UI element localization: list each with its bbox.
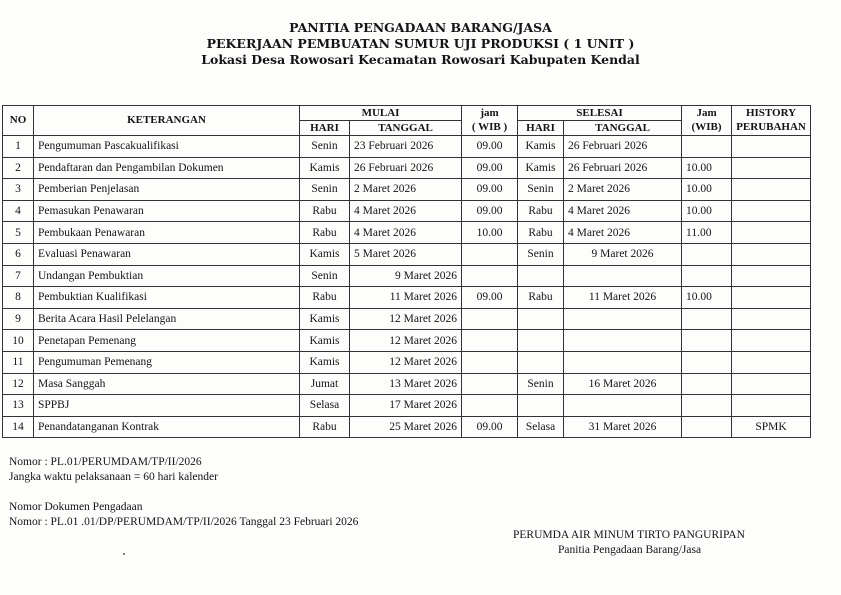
row-jam-selesai-cell: 10.00 (682, 157, 732, 179)
col-jam-header-top: jam (462, 106, 518, 121)
row-history-cell (732, 243, 811, 265)
row-jam-mulai-cell: 09.00 (462, 287, 518, 309)
document-title: PANITIA PENGADAAN BARANG/JASA (289, 20, 552, 35)
row-jam-selesai-cell (682, 416, 732, 438)
row-jam-selesai-cell (682, 308, 732, 330)
row-keterangan-cell: Penandatanganan Kontrak (34, 416, 300, 438)
location-line: Lokasi Desa Rowosari Kecamatan Rowosari Kabupaten Kendal (201, 52, 640, 67)
row-jam-selesai-cell: 10.00 (682, 287, 732, 309)
table-row (3, 243, 811, 265)
organization-name: PERUMDA AIR MINUM TIRTO PANGURIPAN (513, 529, 745, 541)
row-jam-mulai-cell: 09.00 (462, 200, 518, 222)
row-jam-selesai-cell: 11.00 (682, 222, 732, 244)
row-tanggal-mulai-cell: 11 Maret 2026 (350, 287, 462, 309)
row-tanggal-selesai-cell (564, 265, 682, 287)
table-row (3, 222, 811, 244)
row-tanggal-mulai-cell: 26 Februari 2026 (350, 157, 462, 179)
row-no-cell: 13 (3, 395, 34, 417)
row-keterangan-cell: Masa Sanggah (34, 373, 300, 395)
row-tanggal-selesai-cell: 26 Februari 2026 (564, 136, 682, 158)
col-selesai-header: SELESAI (518, 106, 682, 121)
row-no-cell: 3 (3, 179, 34, 201)
row-no-cell: 8 (3, 287, 34, 309)
row-hari-selesai-cell (518, 265, 564, 287)
table-row (3, 416, 811, 438)
row-history-cell (732, 308, 811, 330)
row-tanggal-mulai-cell: 12 Maret 2026 (350, 308, 462, 330)
row-keterangan-cell: Evaluasi Penawaran (34, 243, 300, 265)
row-tanggal-selesai-cell: 11 Maret 2026 (564, 287, 682, 309)
row-jam-selesai-cell (682, 330, 732, 352)
row-hari-mulai-cell: Kamis (300, 243, 350, 265)
row-jam-mulai-cell: 09.00 (462, 157, 518, 179)
row-hari-selesai-cell: Kamis (518, 157, 564, 179)
row-history-cell (732, 222, 811, 244)
row-jam-selesai-cell (682, 373, 732, 395)
row-tanggal-selesai-cell (564, 308, 682, 330)
row-jam-mulai-cell (462, 265, 518, 287)
row-keterangan-cell: Pengumuman Pascakualifikasi (34, 136, 300, 158)
row-history-cell (732, 330, 811, 352)
row-jam-mulai-cell (462, 351, 518, 373)
row-history-cell: SPMK (732, 416, 811, 438)
row-hari-mulai-cell: Selasa (300, 395, 350, 417)
row-no-cell: 7 (3, 265, 34, 287)
col-jam2-header-bottom: (WIB) (682, 121, 732, 136)
row-hari-mulai-cell: Senin (300, 136, 350, 158)
row-hari-selesai-cell (518, 308, 564, 330)
row-jam-mulai-cell (462, 243, 518, 265)
row-no-cell: 4 (3, 200, 34, 222)
row-no-cell: 2 (3, 157, 34, 179)
row-tanggal-selesai-cell: 16 Maret 2026 (564, 373, 682, 395)
row-tanggal-mulai-cell: 4 Maret 2026 (350, 200, 462, 222)
row-jam-mulai-cell: 10.00 (462, 222, 518, 244)
row-tanggal-mulai-cell: 12 Maret 2026 (350, 351, 462, 373)
row-jam-selesai-cell (682, 243, 732, 265)
row-keterangan-cell: Berita Acara Hasil Pelelangan (34, 308, 300, 330)
table-row (3, 200, 811, 222)
row-keterangan-cell: Pengumuman Pemenang (34, 351, 300, 373)
table-row (3, 308, 811, 330)
row-hari-mulai-cell: Rabu (300, 200, 350, 222)
row-tanggal-mulai-cell: 25 Maret 2026 (350, 416, 462, 438)
row-hari-mulai-cell: Senin (300, 265, 350, 287)
col-mulai-header: MULAI (300, 106, 462, 121)
row-tanggal-selesai-cell: 4 Maret 2026 (564, 200, 682, 222)
table-row (3, 179, 811, 201)
table-row (3, 287, 811, 309)
row-jam-mulai-cell (462, 373, 518, 395)
row-keterangan-cell: Pemberian Penjelasan (34, 179, 300, 201)
row-hari-selesai-cell: Senin (518, 179, 564, 201)
row-keterangan-cell: Pemasukan Penawaran (34, 200, 300, 222)
table-row (3, 136, 811, 158)
row-hari-selesai-cell: Senin (518, 373, 564, 395)
row-tanggal-selesai-cell (564, 395, 682, 417)
row-history-cell (732, 395, 811, 417)
nomor-line: Nomor : PL.01/PERUMDAM/TP/II/2026 (9, 456, 202, 468)
col-mulai-tanggal-header: TANGGAL (350, 121, 462, 136)
row-jam-selesai-cell (682, 395, 732, 417)
dokumen-label: Nomor Dokumen Pengadaan (9, 501, 143, 513)
row-hari-mulai-cell: Kamis (300, 351, 350, 373)
row-no-cell: 11 (3, 351, 34, 373)
row-history-cell (732, 179, 811, 201)
row-tanggal-selesai-cell (564, 351, 682, 373)
table-row (3, 351, 811, 373)
row-no-cell: 6 (3, 243, 34, 265)
row-hari-selesai-cell: Senin (518, 243, 564, 265)
row-hari-selesai-cell (518, 330, 564, 352)
col-history-header-bottom: PERUBAHAN (732, 121, 811, 136)
row-keterangan-cell: Undangan Pembuktian (34, 265, 300, 287)
row-keterangan-cell: Pembukaan Penawaran (34, 222, 300, 244)
row-tanggal-selesai-cell: 2 Maret 2026 (564, 179, 682, 201)
row-jam-selesai-cell (682, 351, 732, 373)
row-jam-mulai-cell (462, 308, 518, 330)
row-hari-mulai-cell: Kamis (300, 330, 350, 352)
row-history-cell (732, 287, 811, 309)
scan-speck (123, 553, 125, 555)
row-hari-selesai-cell: Kamis (518, 136, 564, 158)
row-history-cell (732, 157, 811, 179)
row-jam-mulai-cell (462, 330, 518, 352)
row-keterangan-cell: SPPBJ (34, 395, 300, 417)
col-selesai-tanggal-header: TANGGAL (564, 121, 682, 136)
schedule-table (2, 105, 811, 438)
row-keterangan-cell: Pembuktian Kualifikasi (34, 287, 300, 309)
row-no-cell: 5 (3, 222, 34, 244)
row-hari-selesai-cell: Rabu (518, 287, 564, 309)
col-jam2-header-top: Jam (682, 106, 732, 121)
row-no-cell: 14 (3, 416, 34, 438)
row-hari-selesai-cell (518, 395, 564, 417)
row-jam-selesai-cell: 10.00 (682, 200, 732, 222)
row-hari-selesai-cell (518, 351, 564, 373)
row-history-cell (732, 200, 811, 222)
jangka-waktu-line: Jangka waktu pelaksanaan = 60 hari kalender (9, 471, 218, 483)
row-tanggal-mulai-cell: 23 Februari 2026 (350, 136, 462, 158)
row-tanggal-mulai-cell: 12 Maret 2026 (350, 330, 462, 352)
row-tanggal-selesai-cell: 9 Maret 2026 (564, 243, 682, 265)
col-no-header: NO (3, 106, 34, 136)
row-hari-selesai-cell: Selasa (518, 416, 564, 438)
row-no-cell: 9 (3, 308, 34, 330)
row-hari-mulai-cell: Rabu (300, 287, 350, 309)
committee-name: Panitia Pengadaan Barang/Jasa (558, 544, 702, 556)
row-jam-selesai-cell (682, 265, 732, 287)
row-no-cell: 12 (3, 373, 34, 395)
row-tanggal-mulai-cell: 5 Maret 2026 (350, 243, 462, 265)
col-jam-header-bottom: ( WIB ) (462, 121, 518, 136)
row-jam-mulai-cell: 09.00 (462, 179, 518, 201)
row-jam-selesai-cell: 10.00 (682, 179, 732, 201)
table-row (3, 373, 811, 395)
row-tanggal-mulai-cell: 17 Maret 2026 (350, 395, 462, 417)
row-hari-mulai-cell: Rabu (300, 222, 350, 244)
table-row (3, 395, 811, 417)
row-jam-mulai-cell: 09.00 (462, 416, 518, 438)
table-row (3, 330, 811, 352)
row-history-cell (732, 265, 811, 287)
row-history-cell (732, 373, 811, 395)
table-row (3, 157, 811, 179)
row-no-cell: 1 (3, 136, 34, 158)
row-no-cell: 10 (3, 330, 34, 352)
row-tanggal-mulai-cell: 4 Maret 2026 (350, 222, 462, 244)
row-keterangan-cell: Pendaftaran dan Pengambilan Dokumen (34, 157, 300, 179)
dokumen-nomor-line: Nomor : PL.01 .01/DP/PERUMDAM/TP/II/2026 Tanggal 23 Februari 2026 (9, 516, 359, 528)
row-tanggal-mulai-cell: 13 Maret 2026 (350, 373, 462, 395)
row-history-cell (732, 136, 811, 158)
row-hari-selesai-cell: Rabu (518, 222, 564, 244)
row-tanggal-selesai-cell: 26 Februari 2026 (564, 157, 682, 179)
project-title: PEKERJAAN PEMBUATAN SUMUR UJI PRODUKSI ( 1 UNIT ) (206, 36, 635, 51)
col-history-header-top: HISTORY (732, 106, 811, 121)
row-hari-mulai-cell: Rabu (300, 416, 350, 438)
table-row (3, 265, 811, 287)
row-hari-mulai-cell: Kamis (300, 157, 350, 179)
row-tanggal-mulai-cell: 9 Maret 2026 (350, 265, 462, 287)
row-hari-mulai-cell: Jumat (300, 373, 350, 395)
row-tanggal-mulai-cell: 2 Maret 2026 (350, 179, 462, 201)
row-tanggal-selesai-cell: 4 Maret 2026 (564, 222, 682, 244)
col-keterangan-header: KETERANGAN (34, 106, 300, 136)
row-hari-selesai-cell: Rabu (518, 200, 564, 222)
row-tanggal-selesai-cell (564, 330, 682, 352)
col-selesai-hari-header: HARI (518, 121, 564, 136)
row-hari-mulai-cell: Kamis (300, 308, 350, 330)
row-keterangan-cell: Penetapan Pemenang (34, 330, 300, 352)
header-row-1 (3, 106, 811, 121)
col-mulai-hari-header: HARI (300, 121, 350, 136)
row-jam-selesai-cell (682, 136, 732, 158)
row-tanggal-selesai-cell: 31 Maret 2026 (564, 416, 682, 438)
row-jam-mulai-cell (462, 395, 518, 417)
row-history-cell (732, 351, 811, 373)
row-hari-mulai-cell: Senin (300, 179, 350, 201)
row-jam-mulai-cell: 09.00 (462, 136, 518, 158)
